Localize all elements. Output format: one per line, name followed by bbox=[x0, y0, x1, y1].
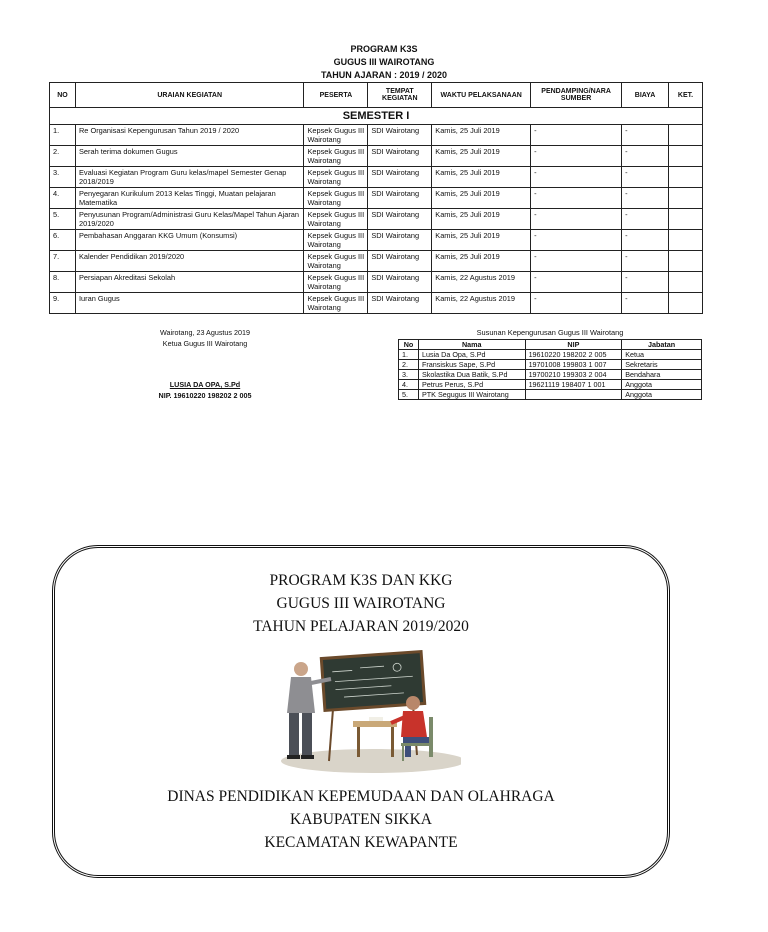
cell-ket bbox=[668, 125, 702, 146]
members-cell-nama: Petrus Perus, S.Pd bbox=[418, 380, 525, 390]
cover-year: TAHUN PELAJARAN 2019/2020 bbox=[253, 618, 469, 635]
col-pendamping: PENDAMPING/NARA SUMBER bbox=[531, 83, 622, 108]
cell-biaya: - bbox=[622, 251, 669, 272]
cell-no: 1. bbox=[50, 125, 76, 146]
members-col-nip: NIP bbox=[525, 340, 622, 350]
members-cell-no: 2. bbox=[399, 360, 419, 370]
members-cell-no: 4. bbox=[399, 380, 419, 390]
members-cell-jabatan: Bendahara bbox=[622, 370, 702, 380]
cell-biaya: - bbox=[622, 230, 669, 251]
cell-waktu: Kamis, 25 Juli 2019 bbox=[432, 167, 531, 188]
cell-peserta: Kepsek Gugus III Wairotang bbox=[304, 167, 368, 188]
cover-kecamatan: KECAMATAN KEWAPANTE bbox=[264, 834, 458, 851]
cell-pendamping: - bbox=[531, 125, 622, 146]
cell-no: 8. bbox=[50, 272, 76, 293]
cell-tempat: SDI Wairotang bbox=[368, 230, 432, 251]
members-title: Susunan Kepengurusan Gugus III Wairotang bbox=[476, 328, 624, 337]
signature-place-date: Wairotang, 23 Agustus 2019 bbox=[159, 328, 251, 337]
cell-pendamping: - bbox=[531, 209, 622, 230]
cover-frame bbox=[52, 545, 670, 878]
cell-biaya: - bbox=[622, 146, 669, 167]
members-cell-nip: 19700210 199303 2 004 bbox=[525, 370, 622, 380]
cell-tempat: SDI Wairotang bbox=[368, 251, 432, 272]
table-row bbox=[50, 125, 703, 146]
cell-ket bbox=[668, 188, 702, 209]
doc-title: PROGRAM K3S bbox=[350, 44, 418, 54]
col-tempat: TEMPAT KEGIATAN bbox=[368, 83, 432, 108]
cell-tempat: SDI Wairotang bbox=[368, 146, 432, 167]
members-cell-nama: Lusia Da Opa, S.Pd bbox=[418, 350, 525, 360]
members-cell-nip: 19701008 199803 1 007 bbox=[525, 360, 622, 370]
members-cell-nama: Fransiskus Sape, S.Pd bbox=[418, 360, 525, 370]
cell-biaya: - bbox=[622, 272, 669, 293]
cell-tempat: SDI Wairotang bbox=[368, 188, 432, 209]
cell-waktu: Kamis, 25 Juli 2019 bbox=[432, 209, 531, 230]
cell-pendamping: - bbox=[531, 293, 622, 314]
col-peserta: PESERTA bbox=[304, 83, 368, 108]
cell-uraian: Iuran Gugus bbox=[75, 293, 303, 314]
doc-subtitle: GUGUS III WAIROTANG bbox=[333, 57, 435, 67]
table-row bbox=[50, 188, 703, 209]
cell-pendamping: - bbox=[531, 272, 622, 293]
members-header-row bbox=[399, 340, 702, 350]
members-cell-no: 3. bbox=[399, 370, 419, 380]
col-no: NO bbox=[50, 83, 76, 108]
col-biaya: BIAYA bbox=[622, 83, 669, 108]
cell-peserta: Kepsek Gugus III Wairotang bbox=[304, 272, 368, 293]
table-row bbox=[50, 146, 703, 167]
cell-pendamping: - bbox=[531, 251, 622, 272]
cell-pendamping: - bbox=[531, 230, 622, 251]
cell-waktu: Kamis, 25 Juli 2019 bbox=[432, 125, 531, 146]
members-cell-nip bbox=[525, 390, 622, 400]
cell-ket bbox=[668, 167, 702, 188]
cell-pendamping: - bbox=[531, 167, 622, 188]
cover-title: PROGRAM K3S DAN KKG bbox=[269, 572, 453, 589]
doc-year: TAHUN AJARAN : 2019 / 2020 bbox=[320, 70, 448, 80]
table-row bbox=[50, 272, 703, 293]
table-row bbox=[50, 251, 703, 272]
cell-no: 9. bbox=[50, 293, 76, 314]
table-row bbox=[50, 167, 703, 188]
cell-uraian: Penyegaran Kurikulum 2013 Kelas Tinggi, Muatan pelajaran Matematika bbox=[75, 188, 303, 209]
table-header-row bbox=[50, 83, 703, 108]
cell-no: 4. bbox=[50, 188, 76, 209]
cell-no: 3. bbox=[50, 167, 76, 188]
cell-peserta: Kepsek Gugus III Wairotang bbox=[304, 188, 368, 209]
cell-uraian: Evaluasi Kegiatan Program Guru kelas/mapel Semester Genap 2018/2019 bbox=[75, 167, 303, 188]
cell-uraian: Kalender Pendidikan 2019/2020 bbox=[75, 251, 303, 272]
cell-no: 6. bbox=[50, 230, 76, 251]
signature-role: Ketua Gugus III Wairotang bbox=[162, 339, 248, 348]
table-row bbox=[50, 230, 703, 251]
members-cell-jabatan: Anggota bbox=[622, 380, 702, 390]
cell-tempat: SDI Wairotang bbox=[368, 293, 432, 314]
cell-ket bbox=[668, 209, 702, 230]
cell-waktu: Kamis, 22 Agustus 2019 bbox=[432, 272, 531, 293]
semester-label: SEMESTER I bbox=[50, 108, 703, 125]
cell-uraian: Pembahasan Anggaran KKG Umum (Konsumsi) bbox=[75, 230, 303, 251]
cell-tempat: SDI Wairotang bbox=[368, 125, 432, 146]
members-cell-no: 5. bbox=[399, 390, 419, 400]
cell-ket bbox=[668, 251, 702, 272]
members-col-no: No bbox=[399, 340, 419, 350]
cell-tempat: SDI Wairotang bbox=[368, 272, 432, 293]
cell-pendamping: - bbox=[531, 188, 622, 209]
members-row bbox=[399, 360, 702, 370]
cover-dinas: DINAS PENDIDIKAN KEPEMUDAAN DAN OLAHRAGA bbox=[167, 788, 555, 805]
cell-tempat: SDI Wairotang bbox=[368, 167, 432, 188]
cell-peserta: Kepsek Gugus III Wairotang bbox=[304, 251, 368, 272]
members-row bbox=[399, 370, 702, 380]
cell-peserta: Kepsek Gugus III Wairotang bbox=[304, 293, 368, 314]
cell-ket bbox=[668, 230, 702, 251]
cell-uraian: Penyusunan Program/Administrasi Guru Kelas/Mapel Tahun Ajaran 2019/2020 bbox=[75, 209, 303, 230]
members-col-nama: Nama bbox=[418, 340, 525, 350]
cell-ket bbox=[668, 272, 702, 293]
members-col-jabatan: Jabatan bbox=[622, 340, 702, 350]
program-table bbox=[49, 82, 703, 314]
members-cell-nama: PTK Segugus III Wairotang bbox=[418, 390, 525, 400]
col-waktu: WAKTU PELAKSANAAN bbox=[432, 83, 531, 108]
col-ket: KET. bbox=[668, 83, 702, 108]
cell-waktu: Kamis, 25 Juli 2019 bbox=[432, 146, 531, 167]
cell-no: 5. bbox=[50, 209, 76, 230]
cell-waktu: Kamis, 25 Juli 2019 bbox=[432, 230, 531, 251]
classroom-illustration bbox=[273, 643, 461, 773]
members-row bbox=[399, 350, 702, 360]
cell-biaya: - bbox=[622, 167, 669, 188]
cell-biaya: - bbox=[622, 209, 669, 230]
cell-peserta: Kepsek Gugus III Wairotang bbox=[304, 125, 368, 146]
cell-peserta: Kepsek Gugus III Wairotang bbox=[304, 209, 368, 230]
col-uraian: URAIAN KEGIATAN bbox=[75, 83, 303, 108]
cell-no: 7. bbox=[50, 251, 76, 272]
cell-ket bbox=[668, 293, 702, 314]
cover-kabupaten: KABUPATEN SIKKA bbox=[290, 811, 432, 828]
cell-pendamping: - bbox=[531, 146, 622, 167]
cell-uraian: Re Organisasi Kepengurusan Tahun 2019 / 2020 bbox=[75, 125, 303, 146]
members-cell-nip: 19610220 198202 2 005 bbox=[525, 350, 622, 360]
cell-biaya: - bbox=[622, 125, 669, 146]
cell-uraian: Persiapan Akreditasi Sekolah bbox=[75, 272, 303, 293]
members-cell-nama: Skolastika Dua Batik, S.Pd bbox=[418, 370, 525, 380]
cell-uraian: Serah terima dokumen Gugus bbox=[75, 146, 303, 167]
members-cell-jabatan: Sekretaris bbox=[622, 360, 702, 370]
cell-biaya: - bbox=[622, 188, 669, 209]
cell-peserta: Kepsek Gugus III Wairotang bbox=[304, 230, 368, 251]
cover-gugus: GUGUS III WAIROTANG bbox=[276, 595, 446, 612]
members-row bbox=[399, 380, 702, 390]
cell-tempat: SDI Wairotang bbox=[368, 209, 432, 230]
cell-waktu: Kamis, 25 Juli 2019 bbox=[432, 188, 531, 209]
cell-no: 2. bbox=[50, 146, 76, 167]
members-row bbox=[399, 390, 702, 400]
semester-row bbox=[50, 108, 703, 125]
cell-biaya: - bbox=[622, 293, 669, 314]
table-row bbox=[50, 293, 703, 314]
signature-nip: NIP. 19610220 198202 2 005 bbox=[158, 391, 252, 400]
cell-waktu: Kamis, 22 Agustus 2019 bbox=[432, 293, 531, 314]
signature-name: LUSIA DA OPA, S.Pd bbox=[169, 380, 241, 389]
cell-waktu: Kamis, 25 Juli 2019 bbox=[432, 251, 531, 272]
cell-ket bbox=[668, 146, 702, 167]
members-cell-jabatan: Ketua bbox=[622, 350, 702, 360]
members-cell-nip: 19621119 198407 1 001 bbox=[525, 380, 622, 390]
table-row bbox=[50, 209, 703, 230]
cell-peserta: Kepsek Gugus III Wairotang bbox=[304, 146, 368, 167]
members-cell-jabatan: Anggota bbox=[622, 390, 702, 400]
members-cell-no: 1. bbox=[399, 350, 419, 360]
members-table bbox=[398, 339, 702, 400]
